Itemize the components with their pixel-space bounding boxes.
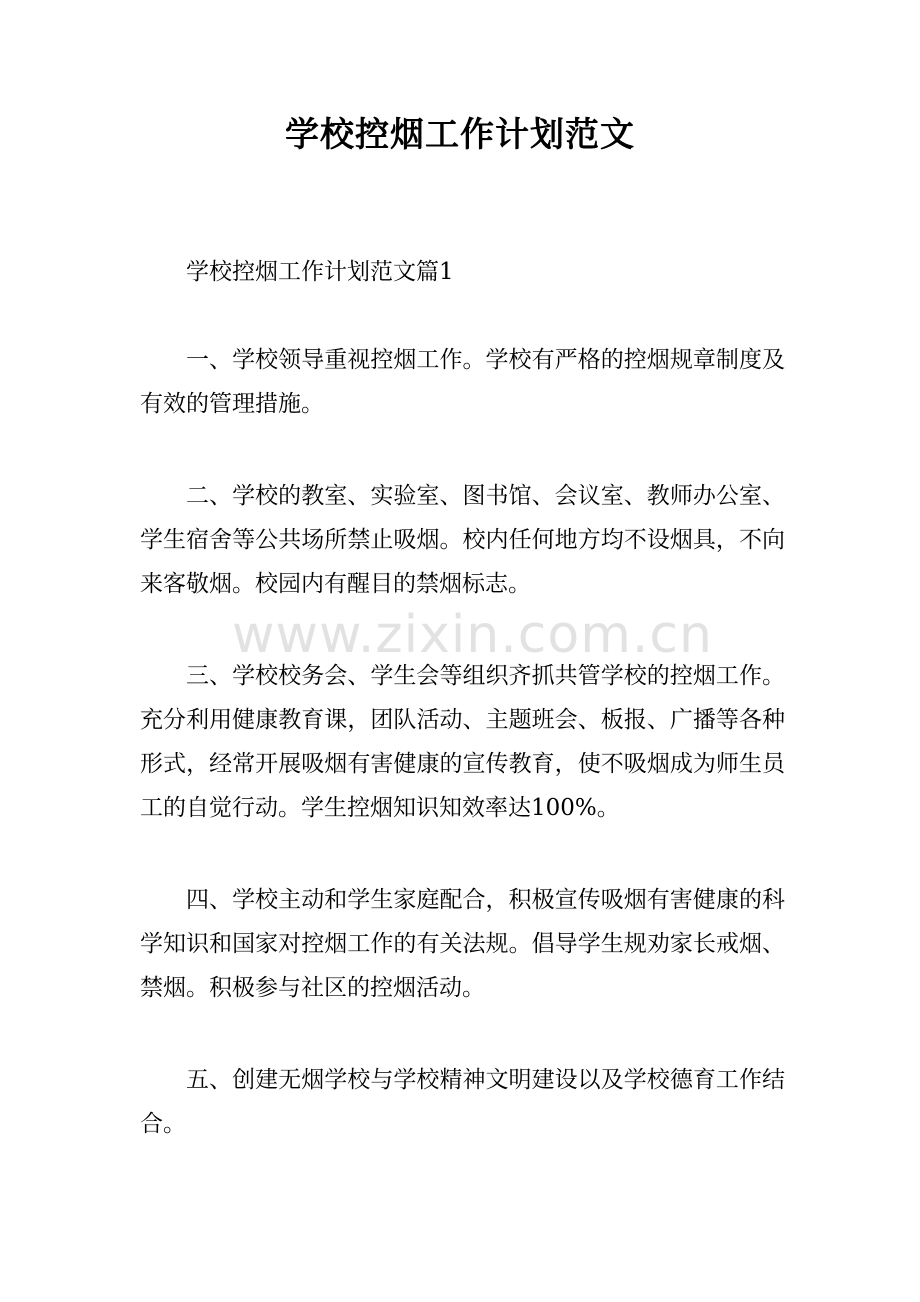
watermark: www.zixin.com.cn — [232, 605, 713, 665]
document-body — [140, 250, 785, 1194]
document-title: 学校控烟工作计划范文 — [285, 115, 635, 155]
section-heading: 学校控烟工作计划范文篇1 — [186, 259, 454, 285]
paragraph-5: 五、创建无烟学校与学校精神文明建设以及学校德育工作结合。 — [140, 1067, 785, 1137]
paragraph-3: 三、学校校务会、学生会等组织齐抓共管学校的控烟工作。充分利用健康教育课，团队活动、主题班会、板报、广播等各种形式，经常开展吸烟有害健康的宣传教育，使不吸烟成为师生员工的自觉行动。学生控烟知识知效率达100%。 — [140, 663, 785, 821]
paragraph-4: 四、学校主动和学生家庭配合，积极宣传吸烟有害健康的科学知识和国家对控烟工作的有关法规。倡导学生规劝家长戒烟、禁烟。积极参与社区的控烟活动。 — [140, 887, 785, 1001]
paragraph-2: 二、学校的教室、实验室、图书馆、会议室、教师办公室、学生宿舍等公共场所禁止吸烟。校内任何地方均不设烟具，不向来客敬烟。校园内有醒目的禁烟标志。 — [140, 483, 785, 597]
paragraph-1: 一、学校领导重视控烟工作。学校有严格的控烟规章制度及有效的管理措施。 — [140, 347, 785, 417]
